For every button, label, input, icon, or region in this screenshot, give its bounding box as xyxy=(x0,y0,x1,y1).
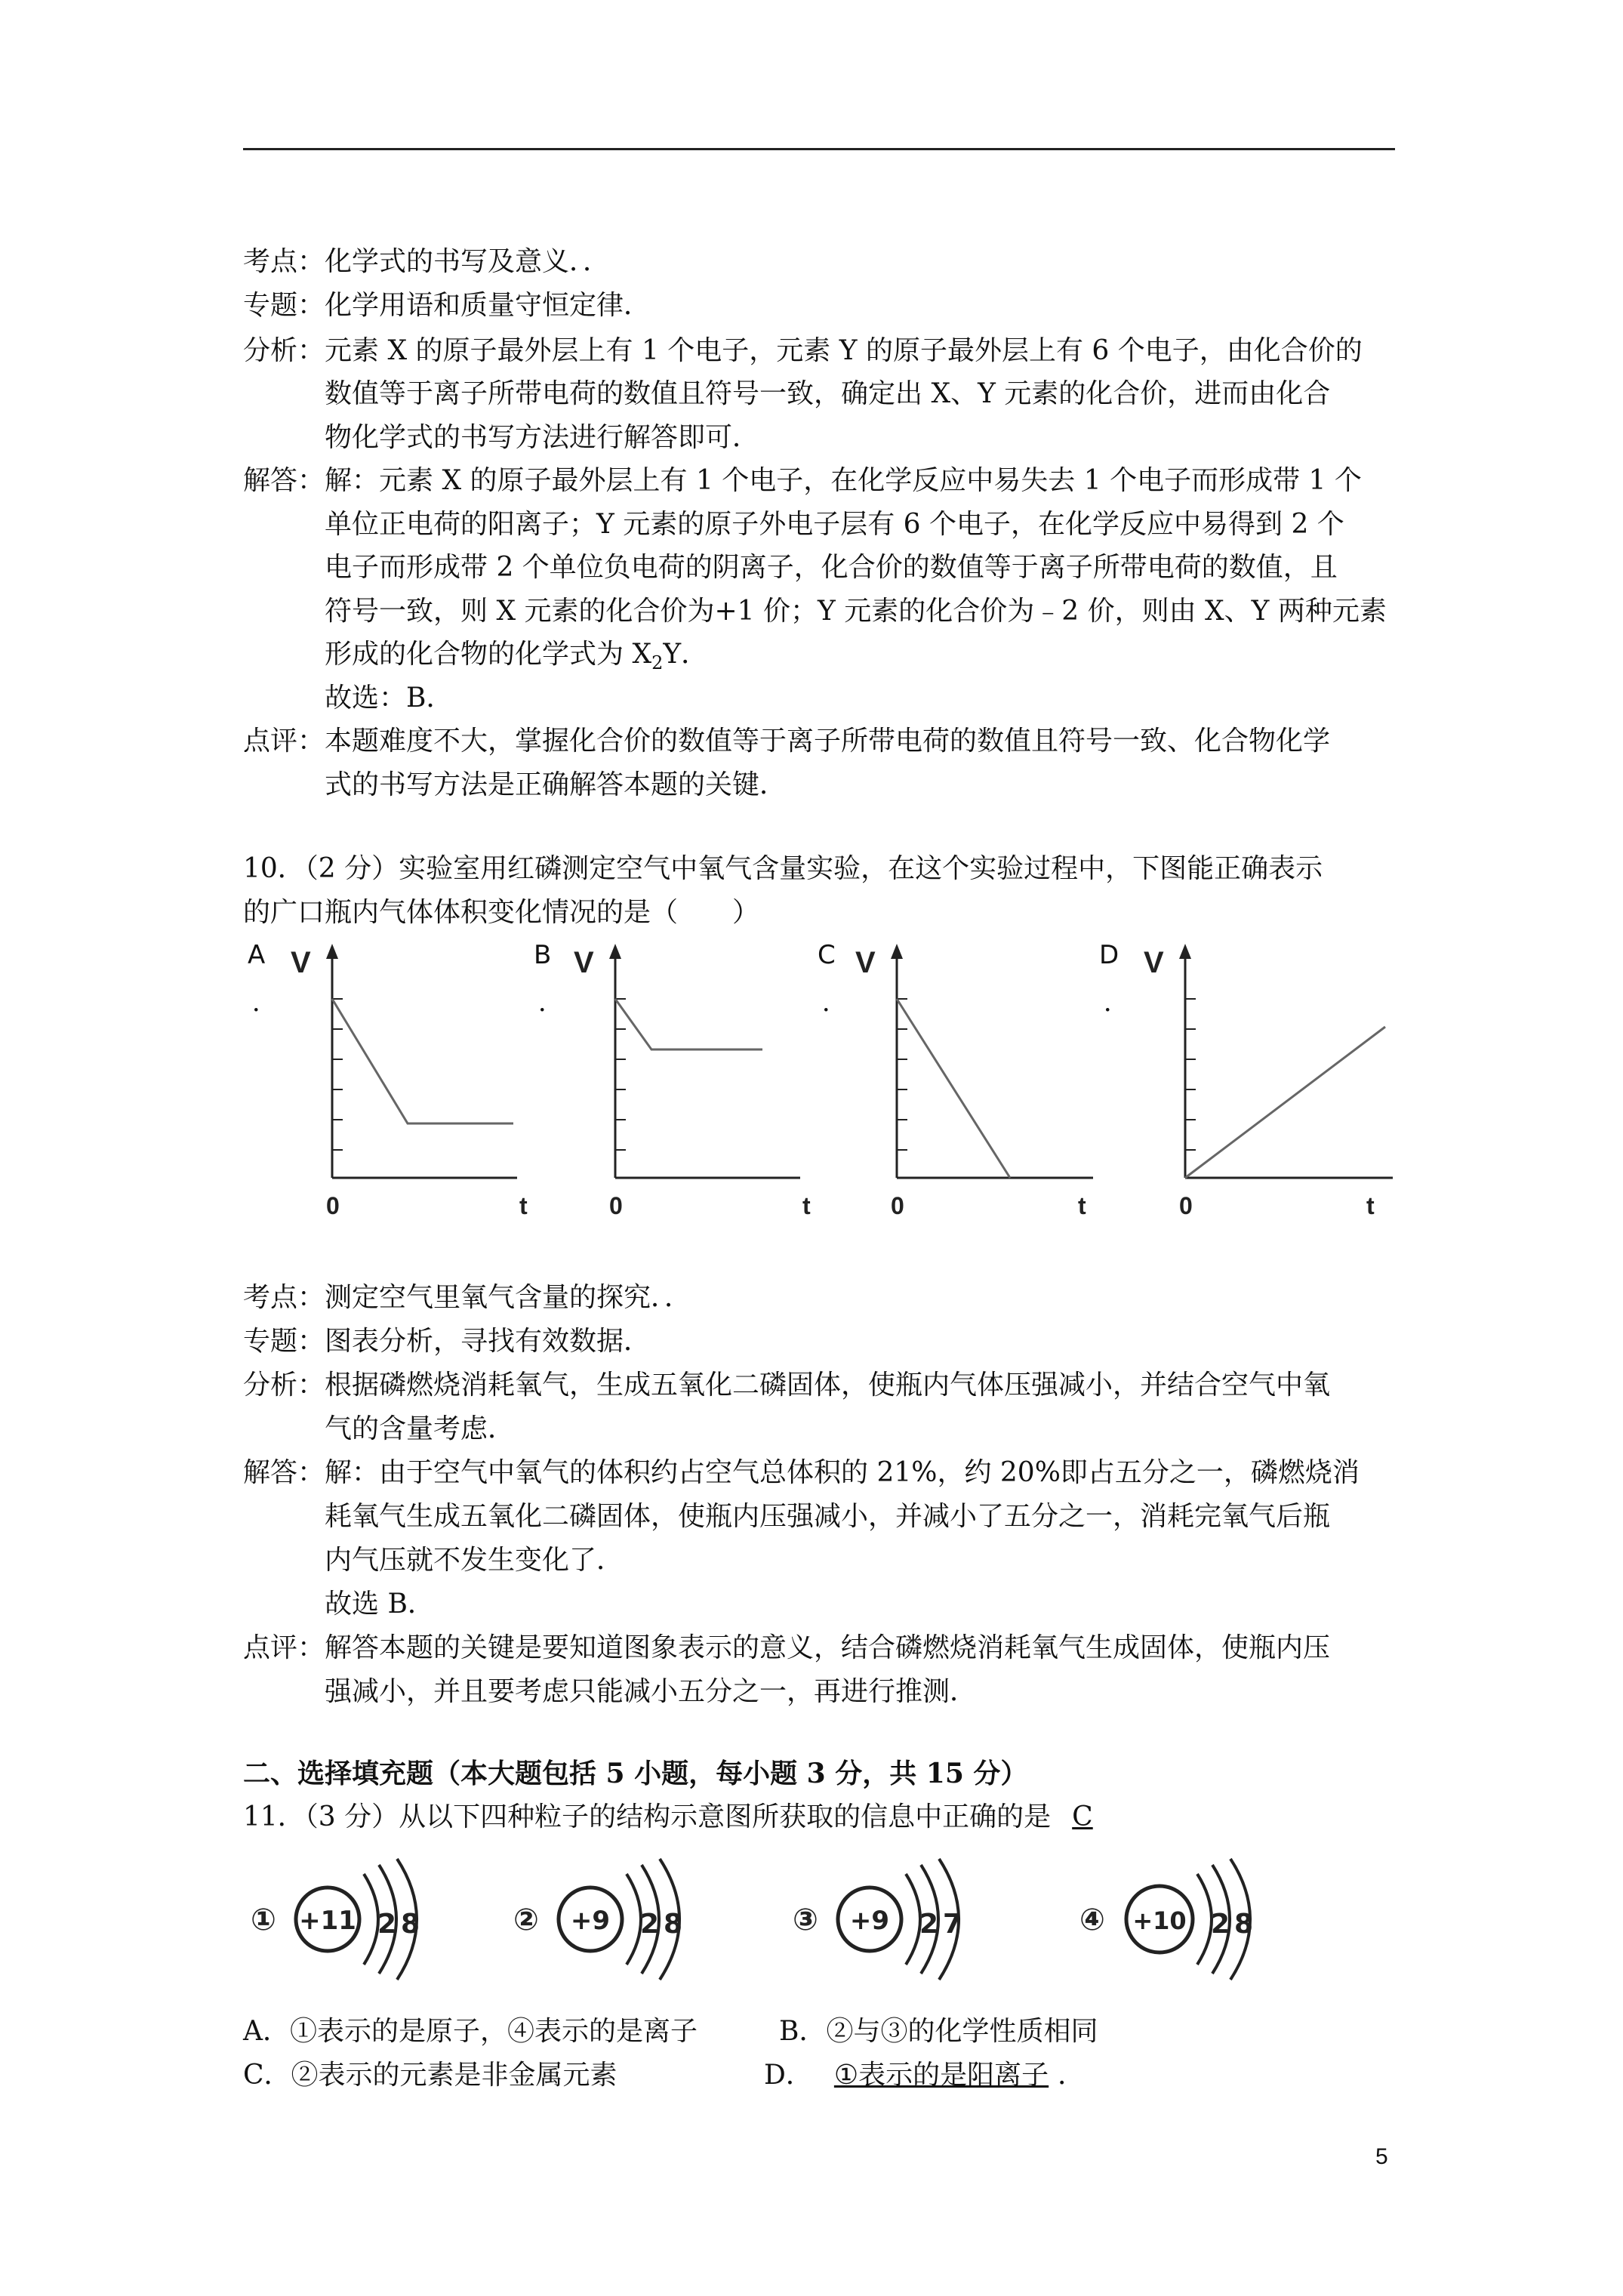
q9-jieda-line4: 符号一致，则 X 元素的化合价为+1 价；Y 元素的化合价为﹣2 价，则由 X、Y 两种元素 xyxy=(325,596,1387,627)
atom-2-e1: 2 xyxy=(640,1909,660,1940)
q9-kaodian: 考点：化学式的书写及意义．． xyxy=(243,246,611,277)
q9-jieda-formula-line: 形成的化合物的化学式为 $X_2Y$． xyxy=(325,639,709,674)
page-number: 5 xyxy=(1375,2144,1388,2169)
graph-c-curve xyxy=(897,999,1010,1178)
q10-jieda-line2: 耗氧气生成五氧化二磷固体，使瓶内压强减小，并减小了五分之一，消耗完氧气后瓶 xyxy=(325,1501,1331,1532)
atom-1-index: ① xyxy=(251,1903,276,1937)
atom-2-e2: 8 xyxy=(664,1909,683,1940)
atom-4-e2: 8 xyxy=(1234,1909,1254,1940)
q10-fenxi-line2: 气的含量考虑． xyxy=(325,1413,516,1444)
q10-zhuanti: 专题：图表分析，寻找有效数据． xyxy=(243,1326,651,1357)
atom-1-nucleus: +11 xyxy=(299,1906,356,1936)
atom-3-e1: 2 xyxy=(919,1909,939,1940)
atom-1 xyxy=(251,1859,420,1980)
graph-b-origin: 0 xyxy=(609,1192,623,1219)
atom-4-nucleus: +10 xyxy=(1132,1906,1187,1935)
section-heading: 二、选择填充题（本大题包括 5 小题，每小题 3 分，共 15 分） xyxy=(243,1758,1028,1789)
q10-answer: 故选 B． xyxy=(325,1589,435,1620)
graph-d-curve xyxy=(1185,1027,1385,1178)
q10-jieda-line3: 内气压就不发生变化了． xyxy=(325,1545,624,1576)
graph-a-origin: 0 xyxy=(326,1192,340,1219)
atom-4 xyxy=(1079,1859,1253,1980)
graph-b-curve xyxy=(615,999,762,1049)
q10-stem-line2: 的广口瓶内气体体积变化情况的是（ ） xyxy=(243,897,760,928)
graph-c-origin: 0 xyxy=(891,1192,904,1219)
graph-a-xlabel: t xyxy=(519,1192,528,1219)
graph-d-ylabel: V xyxy=(1144,946,1164,979)
q10-stem: 10．（2 分）实验室用红磷测定空气中氧气含量实验，在这个实验过程中，下图能正确表示 xyxy=(243,853,1323,884)
atom-3-index: ③ xyxy=(793,1903,818,1937)
q9-dianping-line2: 式的书写方法是正确解答本题的关键． xyxy=(325,769,787,800)
option-a-label: A xyxy=(248,940,266,970)
option-b-label: B xyxy=(534,940,552,970)
option-b-graph xyxy=(570,942,812,1225)
q11-option-d-answer: ①表示的是阳离子 xyxy=(833,2060,1049,2091)
option-b-dot: ． xyxy=(538,988,564,1018)
atom-3-nucleus: +9 xyxy=(849,1906,890,1936)
q11-option-c: C．②表示的元素是非金属元素 xyxy=(243,2060,617,2091)
atom-2-nucleus: +9 xyxy=(570,1906,611,1936)
option-c-dot: ． xyxy=(822,988,848,1018)
option-d-graph xyxy=(1140,942,1397,1225)
header-rule xyxy=(243,148,1395,150)
atom-structure-diagrams xyxy=(243,1857,1323,1993)
q10-jieda: 解答：解：由于空气中氧气的体积约占空气总体积的 21%，约 20%即占五分之一，磷燃烧消 xyxy=(243,1457,1360,1488)
q9-jieda-line3: 电子而形成带 2 个单位负电荷的阴离子，化合价的数值等于离子所带电荷的数值，且 xyxy=(325,552,1338,583)
q9-fenxi-line3: 物化学式的书写方法进行解答即可． xyxy=(325,422,760,453)
option-a-graph xyxy=(287,942,528,1225)
option-d-dot: ． xyxy=(1104,988,1129,1018)
atom-4-e1: 2 xyxy=(1211,1909,1230,1940)
graph-c-xlabel: t xyxy=(1078,1192,1086,1219)
atom-2 xyxy=(513,1859,682,1980)
q11-option-a: A．①表示的是原子，④表示的是离子 xyxy=(243,2016,698,2047)
atom-2-index: ② xyxy=(513,1903,539,1937)
atom-1-e2: 8 xyxy=(401,1909,420,1940)
option-c-graph xyxy=(852,942,1093,1225)
option-a-dot: ． xyxy=(252,988,278,1018)
q9-fenxi-line2: 数值等于离子所带电荷的数值且符号一致，确定出 X、Y 元素的化合价，进而由化合 xyxy=(325,378,1331,409)
q9-answer: 故选：B． xyxy=(325,683,454,713)
graph-d-xlabel: t xyxy=(1366,1192,1375,1219)
graph-b-ylabel: V xyxy=(574,946,594,979)
option-d-label: D xyxy=(1099,940,1119,970)
graph-d-origin: 0 xyxy=(1179,1192,1193,1219)
q10-fenxi: 分析：根据磷燃烧消耗氧气，生成五氧化二磷固体，使瓶内气体压强减小，并结合空气中氧 xyxy=(243,1370,1331,1401)
option-c-label: C xyxy=(818,940,836,970)
graph-b-xlabel: t xyxy=(802,1192,811,1219)
graph-a-ylabel: V xyxy=(291,946,311,979)
q9-dianping: 点评：本题难度不大，掌握化合价的数值等于离子所带电荷的数值且符号一致、化合物化学 xyxy=(243,726,1331,757)
q11-stem: 11．（3 分）从以下四种粒子的结构示意图所获取的信息中正确的是 C xyxy=(243,1795,1123,1839)
atom-4-index: ④ xyxy=(1079,1903,1105,1937)
q10-dianping-line2: 强减小，并且要考虑只能减小五分之一，再进行推测． xyxy=(325,1676,978,1707)
q10-kaodian: 考点：测定空气里氧气含量的探究．． xyxy=(243,1282,692,1313)
q11-option-d: D． ①表示的是阳离子 ． xyxy=(764,2060,1086,2091)
q9-zhuanti: 专题：化学用语和质量守恒定律． xyxy=(243,290,651,321)
q9-fenxi: 分析：元素 X 的原子最外层上有 1 个电子，元素 Y 的原子最外层上有 6 个电子，由化合价的 xyxy=(243,335,1363,366)
graph-a-curve xyxy=(332,999,513,1123)
atom-3-e2: 7 xyxy=(943,1909,962,1940)
q11-option-b: B．②与③的化学性质相同 xyxy=(779,2016,1098,2047)
q9-jieda-line2: 单位正电荷的阳离子；Y 元素的原子外电子层有 6 个电子，在化学反应中易得到 2 个 xyxy=(325,509,1344,540)
q11-answer-blank: C xyxy=(1072,1801,1093,1832)
q9-jieda: 解答：解：元素 X 的原子最外层上有 1 个电子，在化学反应中易失去 1 个电子而形成带 1 个 xyxy=(243,465,1362,496)
atom-1-e1: 2 xyxy=(377,1909,397,1940)
q10-dianping: 点评：解答本题的关键是要知道图象表示的意义，结合磷燃烧消耗氧气生成固体，使瓶内压 xyxy=(243,1632,1331,1663)
atom-3 xyxy=(793,1859,962,1980)
graph-c-ylabel: V xyxy=(855,946,876,979)
